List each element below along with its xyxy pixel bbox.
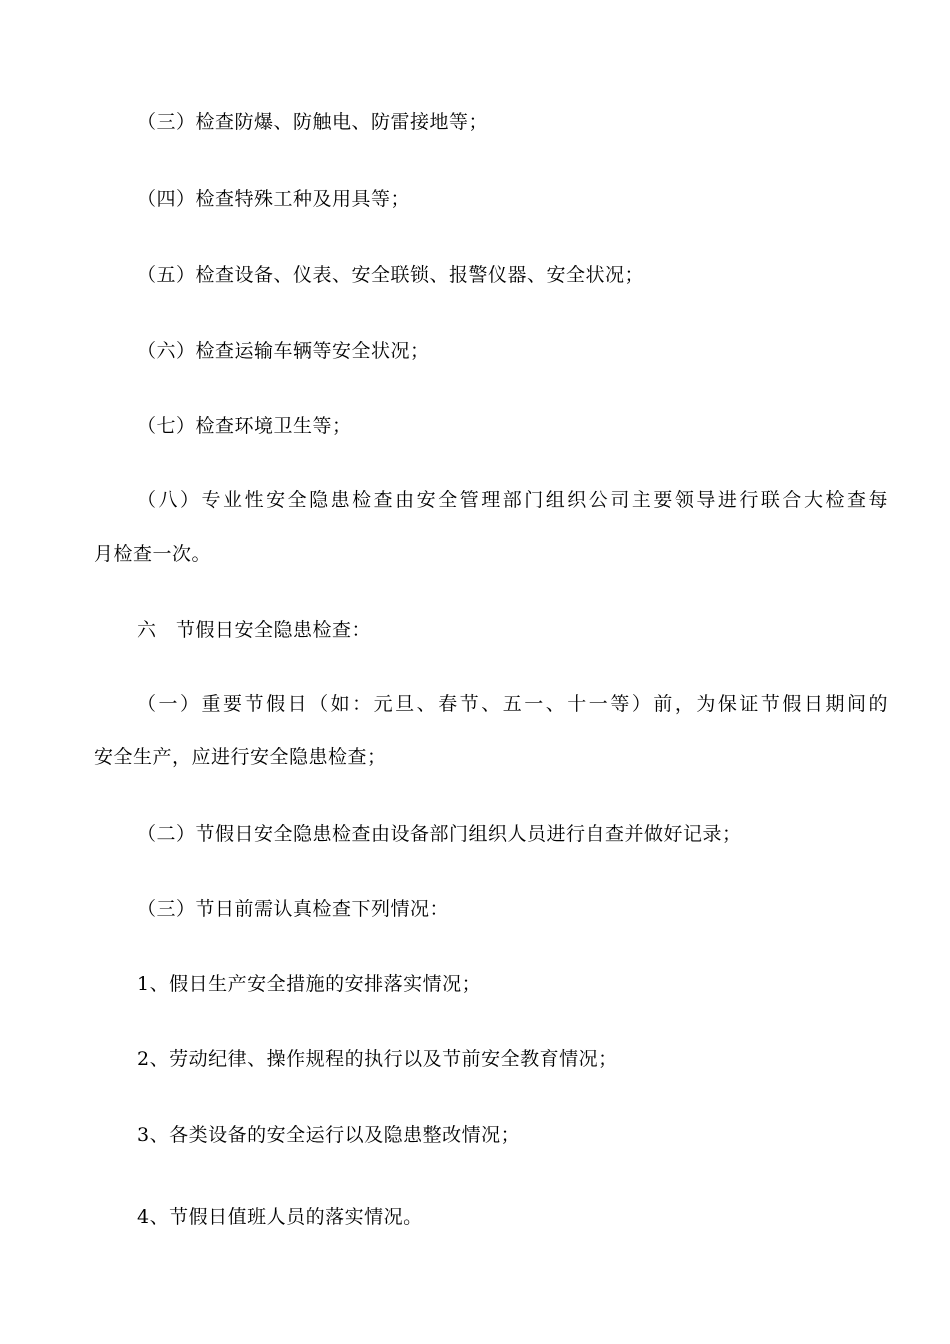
check-item-5: （五）检查设备、仪表、安全联锁、报警仪器、安全状况； xyxy=(137,264,645,286)
section-heading-holiday-check: 六 节假日安全隐患检查： xyxy=(137,619,372,641)
holiday-subitem-4: 4、节假日值班人员的落实情况。 xyxy=(137,1206,423,1228)
holiday-item-2: （二）节假日安全隐患检查由设备部门组织人员进行自查并做好记录； xyxy=(137,823,742,845)
holiday-item-3: （三）节日前需认真检查下列情况： xyxy=(137,898,450,920)
holiday-subitem-1: 1、假日生产安全措施的安排落实情况； xyxy=(137,973,482,995)
check-item-8-line-1: （八）专业性安全隐患检查由安全管理部门组织公司主要领导进行联合大检查每 xyxy=(137,489,888,511)
check-item-8-line-2: 月检查一次。 xyxy=(94,543,212,565)
holiday-item-1-line-2: 安全生产，应进行安全隐患检查； xyxy=(94,746,387,768)
check-item-7: （七）检查环境卫生等； xyxy=(137,415,352,437)
holiday-subitem-2: 2、劳动纪律、操作规程的执行以及节前安全教育情况； xyxy=(137,1048,618,1070)
holiday-item-1-line-1: （一）重要节假日（如：元旦、春节、五一、十一等）前，为保证节假日期间的 xyxy=(137,693,888,715)
check-item-3: （三）检查防爆、防触电、防雷接地等； xyxy=(137,111,489,133)
check-item-4: （四）检查特殊工种及用具等； xyxy=(137,188,411,210)
check-item-6: （六）检查运输车辆等安全状况； xyxy=(137,340,430,362)
holiday-subitem-3: 3、各类设备的安全运行以及隐患整改情况； xyxy=(137,1124,521,1146)
